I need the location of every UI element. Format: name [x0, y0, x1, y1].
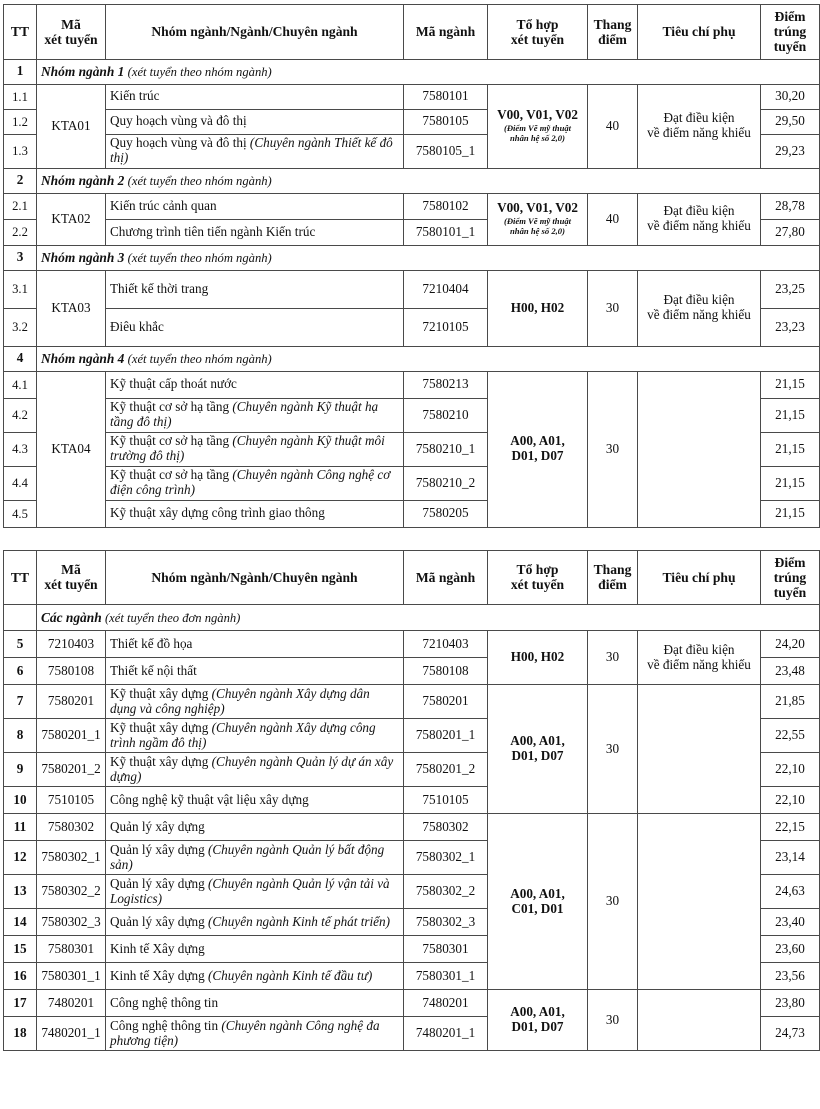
- row-tt: 3.1: [4, 270, 37, 308]
- row-tieu-chi-phu: [638, 990, 761, 1051]
- col-header-tieu-chi-phu: Tiêu chí phụ: [638, 550, 761, 605]
- row-diem-trung-tuyen: 24,63: [761, 875, 820, 909]
- col-header-thang-diem: [588, 550, 638, 605]
- row-ma-xet-tuyen: KTA02: [37, 193, 106, 245]
- row-ma-xet-tuyen: 7510105: [37, 787, 106, 814]
- row-ma-xet-tuyen: KTA01: [37, 84, 106, 168]
- row-ma-nganh: 7210403: [404, 631, 488, 658]
- group-note: (xét tuyển theo nhóm ngành): [127, 173, 272, 188]
- row-ma-nganh: 7510105: [404, 787, 488, 814]
- row-tt: 6: [4, 658, 37, 685]
- tieu-chi-line2: về điểm năng khiếu: [647, 307, 751, 323]
- col-header-nhom-nganh: Nhóm ngành/Ngành/Chuyên ngành: [106, 550, 404, 605]
- nganh-name: Kỹ thuật cơ sở hạ tầng: [110, 467, 230, 483]
- row-thang-diem: 30: [588, 990, 638, 1051]
- nganh-spec: (Chuyên ngành Công nghệ cơ điện công trình): [110, 467, 391, 498]
- row-nganh: [106, 308, 404, 346]
- row-tt: 13: [4, 875, 37, 909]
- nganh-spec: (Chuyên ngành Xây dựng công trình ngầm đô thị): [110, 719, 376, 750]
- nganh-spec: (Chuyên ngành Kỹ thuật hạ tầng đô thị): [110, 399, 379, 430]
- row-ma-nganh: 7580302_2: [404, 875, 488, 909]
- row-ma-xet-tuyen: KTA03: [37, 270, 106, 346]
- row-nganh: [106, 990, 404, 1017]
- col-header-diem-line3: tuyển: [773, 39, 807, 55]
- row-ma-xet-tuyen: 7580301_1: [37, 963, 106, 990]
- group-title-cell: [37, 346, 820, 371]
- to-hop-value: H00, H02: [510, 299, 565, 315]
- col-header-ma-nganh: Mã ngành: [404, 5, 488, 60]
- row-diem-trung-tuyen: 21,15: [761, 371, 820, 398]
- row-diem-trung-tuyen: 23,40: [761, 909, 820, 936]
- row-thang-diem: 30: [588, 631, 638, 685]
- col-header-thang-diem-line2: điểm: [598, 31, 627, 47]
- row-nganh: [106, 270, 404, 308]
- nganh-name: Kinh tế Xây dựng: [110, 940, 205, 956]
- table-separator-gap: [2, 528, 818, 550]
- row-nganh: [106, 398, 404, 432]
- row-ma-nganh: 7580105_1: [404, 134, 488, 168]
- col-header-diem-line1: Điểm: [774, 554, 806, 570]
- col-header-tieu-chi-phu: Tiêu chí phụ: [638, 5, 761, 60]
- row-ma-xet-tuyen: 7480201_1: [37, 1017, 106, 1051]
- to-hop-value: V00, V01, V02: [497, 107, 578, 123]
- row-ma-xet-tuyen: 7210403: [37, 631, 106, 658]
- row-thang-diem: 40: [588, 193, 638, 245]
- row-ma-nganh: 7580108: [404, 658, 488, 685]
- col-header-diem-trung-tuyen: [761, 550, 820, 605]
- col-header-ma-xet-tuyen-line2: xét tuyển: [44, 577, 98, 593]
- nganh-name: Công nghệ kỹ thuật vật liệu xây dựng: [110, 791, 309, 807]
- score-table-single-majors: [3, 550, 820, 1052]
- row-nganh: [106, 841, 404, 875]
- row-nganh: [106, 193, 404, 219]
- row-ma-nganh: 7580210_1: [404, 432, 488, 466]
- to-hop-value: V00, V01, V02: [497, 200, 578, 216]
- row-ma-nganh: 7580301_1: [404, 963, 488, 990]
- group-header-row: [4, 168, 820, 193]
- tieu-chi-line2: về điểm năng khiếu: [647, 125, 751, 141]
- table1-header: [4, 5, 820, 60]
- group-title-cell: [37, 245, 820, 270]
- row-ma-xet-tuyen: 7580301: [37, 936, 106, 963]
- group-note: (xét tuyển theo nhóm ngành): [127, 64, 272, 79]
- row-diem-trung-tuyen: 21,15: [761, 432, 820, 466]
- row-to-hop: [488, 270, 588, 346]
- nganh-name: Kiến trúc: [110, 88, 160, 104]
- row-nganh: [106, 719, 404, 753]
- nganh-spec: (Chuyên ngành Công nghệ đa phương tiện): [110, 1017, 380, 1048]
- row-nganh: [106, 84, 404, 109]
- col-header-ma-xet-tuyen-line1: Mã: [61, 562, 81, 578]
- row-thang-diem: 30: [588, 371, 638, 527]
- row-nganh: [106, 371, 404, 398]
- table-row: [4, 84, 820, 109]
- nganh-spec: (Chuyên ngành Quản lý bất động sản): [110, 841, 385, 872]
- row-ma-xet-tuyen: 7580108: [37, 658, 106, 685]
- col-header-to-hop-line1: Tổ hợp: [516, 16, 559, 32]
- col-header-diem-trung-tuyen: [761, 5, 820, 60]
- row-diem-trung-tuyen: 22,10: [761, 787, 820, 814]
- row-ma-nganh: 7580201: [404, 685, 488, 719]
- to-hop-line1: H00, H02: [510, 649, 565, 665]
- row-diem-trung-tuyen: 21,15: [761, 466, 820, 500]
- row-tt: 8: [4, 719, 37, 753]
- col-header-to-hop-line1: Tổ hợp: [516, 562, 559, 578]
- row-ma-nganh: 7580201_1: [404, 719, 488, 753]
- to-hop-line1: A00, A01,: [510, 1004, 565, 1020]
- row-ma-nganh: 7580210_2: [404, 466, 488, 500]
- score-table-groups: [3, 4, 820, 528]
- to-hop-line1: A00, A01,: [510, 733, 565, 749]
- to-hop-note: (Điểm Vẽ mỹ thuật nhân hệ số 2,0): [503, 123, 572, 144]
- nganh-name: Kỹ thuật cấp thoát nước: [110, 376, 237, 392]
- nganh-name: Quy hoạch vùng và đô thị: [110, 135, 247, 151]
- row-tt: 9: [4, 753, 37, 787]
- row-to-hop: [488, 685, 588, 814]
- row-nganh: [106, 134, 404, 168]
- row-tt: 4.5: [4, 500, 37, 527]
- group-note: (xét tuyển theo nhóm ngành): [127, 250, 272, 265]
- row-to-hop: [488, 631, 588, 685]
- table-row: [4, 193, 820, 219]
- row-nganh: [106, 500, 404, 527]
- row-diem-trung-tuyen: 23,48: [761, 658, 820, 685]
- row-diem-trung-tuyen: 24,73: [761, 1017, 820, 1051]
- nganh-name: Quản lý xây dựng: [110, 913, 205, 929]
- row-ma-nganh: 7580213: [404, 371, 488, 398]
- row-nganh: [106, 658, 404, 685]
- nganh-name: Công nghệ thông tin: [110, 994, 219, 1010]
- row-tt: 2.2: [4, 219, 37, 245]
- tieu-chi-line1: Đạt điều kiện: [663, 641, 735, 657]
- nganh-name: Kỹ thuật cơ sở hạ tầng: [110, 433, 230, 449]
- row-tt: 4.3: [4, 432, 37, 466]
- row-tieu-chi-phu: [638, 371, 761, 527]
- nganh-spec: (Chuyên ngành Kinh tế phát triển): [207, 913, 391, 929]
- row-diem-trung-tuyen: 22,15: [761, 814, 820, 841]
- row-to-hop: [488, 990, 588, 1051]
- nganh-name: Kỹ thuật xây dựng: [110, 719, 209, 735]
- row-diem-trung-tuyen: 22,10: [761, 753, 820, 787]
- row-ma-nganh: 7580105: [404, 109, 488, 134]
- row-nganh: [106, 109, 404, 134]
- nganh-name: Kỹ thuật xây dựng: [110, 685, 209, 701]
- nganh-spec: (Chuyên ngành Kỹ thuật môi trường đô thị): [110, 433, 385, 464]
- table2-header: [4, 550, 820, 605]
- col-header-ma-nganh: Mã ngành: [404, 550, 488, 605]
- nganh-name: Chương trình tiên tiến ngành Kiến trúc: [110, 223, 316, 239]
- col-header-ma-xet-tuyen: [37, 5, 106, 60]
- row-ma-nganh: 7580302: [404, 814, 488, 841]
- nganh-name: Kỹ thuật xây dựng công trình giao thông: [110, 505, 325, 521]
- nganh-name: Kinh tế Xây dựng: [110, 967, 205, 983]
- row-nganh: [106, 814, 404, 841]
- tieu-chi-line2: về điểm năng khiếu: [647, 218, 751, 234]
- row-thang-diem: 30: [588, 814, 638, 990]
- row-diem-trung-tuyen: 23,60: [761, 936, 820, 963]
- row-tieu-chi-phu: [638, 814, 761, 990]
- to-hop-line2: D01, D07: [511, 448, 564, 464]
- row-ma-xet-tuyen: 7580302_1: [37, 841, 106, 875]
- nganh-name: Công nghệ thông tin: [110, 1017, 219, 1033]
- table-header-row: [4, 550, 820, 605]
- row-ma-nganh: 7210404: [404, 270, 488, 308]
- row-tt: 16: [4, 963, 37, 990]
- col-header-tt: TT: [4, 550, 37, 605]
- row-nganh: [106, 787, 404, 814]
- row-ma-nganh: 7210105: [404, 308, 488, 346]
- row-tt: 2.1: [4, 193, 37, 219]
- nganh-spec: (Chuyên ngành Thiết kế đô thị): [110, 135, 393, 166]
- row-diem-trung-tuyen: 27,80: [761, 219, 820, 245]
- col-header-thang-diem: [588, 5, 638, 60]
- row-ma-xet-tuyen: 7580201: [37, 685, 106, 719]
- row-nganh: [106, 1017, 404, 1051]
- col-header-to-hop: [488, 550, 588, 605]
- section-title-cell: [37, 605, 820, 631]
- group-name: Nhóm ngành 2: [41, 172, 125, 188]
- row-ma-xet-tuyen: 7580302_2: [37, 875, 106, 909]
- row-diem-trung-tuyen: 23,23: [761, 308, 820, 346]
- section-header-row: [4, 605, 820, 631]
- nganh-name: Quy hoạch vùng và đô thị: [110, 113, 247, 129]
- row-ma-nganh: 7580302_1: [404, 841, 488, 875]
- nganh-name: Kỹ thuật cơ sở hạ tầng: [110, 399, 230, 415]
- row-ma-xet-tuyen: 7580302_3: [37, 909, 106, 936]
- row-diem-trung-tuyen: 30,20: [761, 84, 820, 109]
- to-hop-line2: C01, D01: [511, 900, 564, 916]
- row-diem-trung-tuyen: 21,85: [761, 685, 820, 719]
- row-ma-xet-tuyen: 7580201_1: [37, 719, 106, 753]
- row-tt: 1.3: [4, 134, 37, 168]
- nganh-name: Kiến trúc cảnh quan: [110, 197, 217, 213]
- row-diem-trung-tuyen: 29,23: [761, 134, 820, 168]
- row-ma-nganh: 7580301: [404, 936, 488, 963]
- to-hop-line1: A00, A01,: [510, 433, 565, 449]
- row-thang-diem: 30: [588, 685, 638, 814]
- nganh-spec: (Chuyên ngành Kinh tế đầu tư): [207, 967, 373, 983]
- nganh-name: Quản lý xây dựng: [110, 818, 205, 834]
- nganh-name: Thiết kế nội thất: [110, 662, 197, 678]
- section-tt: [4, 605, 37, 631]
- group-note: (xét tuyển theo nhóm ngành): [127, 351, 272, 366]
- nganh-name: Quản lý xây dựng: [110, 841, 205, 857]
- section-note: (xét tuyển theo đơn ngành): [104, 610, 241, 625]
- group-tt: 1: [4, 59, 37, 84]
- nganh-spec: (Chuyên ngành Quản lý dự án xây dựng): [110, 753, 394, 784]
- group-header-row: [4, 245, 820, 270]
- row-ma-nganh: 7580101_1: [404, 219, 488, 245]
- row-ma-xet-tuyen: 7580201_2: [37, 753, 106, 787]
- row-ma-xet-tuyen: KTA04: [37, 371, 106, 527]
- row-tt: 11: [4, 814, 37, 841]
- table-row: [4, 990, 820, 1017]
- tieu-chi-line1: Đạt điều kiện: [663, 110, 735, 126]
- row-to-hop: [488, 84, 588, 168]
- row-nganh: [106, 432, 404, 466]
- row-tieu-chi-phu: [638, 193, 761, 245]
- group-name: Nhóm ngành 4: [41, 350, 125, 366]
- row-to-hop: [488, 371, 588, 527]
- table-row: [4, 270, 820, 308]
- nganh-name: Điêu khắc: [110, 318, 164, 334]
- row-tt: 17: [4, 990, 37, 1017]
- row-nganh: [106, 753, 404, 787]
- nganh-name: Thiết kế đồ họa: [110, 635, 193, 651]
- col-header-to-hop-line2: xét tuyển: [510, 577, 565, 593]
- nganh-spec: (Chuyên ngành Quản lý vận tải và Logistics): [110, 875, 390, 906]
- row-tt: 12: [4, 841, 37, 875]
- table-row: [4, 814, 820, 841]
- group-title-cell: [37, 59, 820, 84]
- group-tt: 2: [4, 168, 37, 193]
- row-tt: 4.1: [4, 371, 37, 398]
- group-title-cell: [37, 168, 820, 193]
- row-tt: 18: [4, 1017, 37, 1051]
- col-header-thang-diem-line1: Thang: [593, 562, 632, 578]
- row-diem-trung-tuyen: 22,55: [761, 719, 820, 753]
- row-tt: 3.2: [4, 308, 37, 346]
- nganh-name: Kỹ thuật xây dựng: [110, 753, 209, 769]
- row-tt: 4.4: [4, 466, 37, 500]
- nganh-name: Thiết kế thời trang: [110, 280, 209, 296]
- col-header-diem-line1: Điểm: [774, 9, 806, 24]
- row-ma-nganh: 7580205: [404, 500, 488, 527]
- col-header-to-hop-line2: xét tuyển: [510, 31, 565, 47]
- row-tt: 4.2: [4, 398, 37, 432]
- row-diem-trung-tuyen: 23,14: [761, 841, 820, 875]
- col-header-to-hop: [488, 5, 588, 60]
- row-nganh: [106, 219, 404, 245]
- group-name: Nhóm ngành 1: [41, 63, 125, 79]
- row-nganh: [106, 963, 404, 990]
- col-header-thang-diem-line1: Thang: [593, 16, 632, 32]
- row-nganh: [106, 909, 404, 936]
- row-thang-diem: 40: [588, 84, 638, 168]
- col-header-ma-xet-tuyen-line2: xét tuyển: [44, 31, 98, 47]
- group-name: Nhóm ngành 3: [41, 249, 125, 265]
- row-to-hop: [488, 193, 588, 245]
- group-tt: 4: [4, 346, 37, 371]
- col-header-ma-xet-tuyen: [37, 550, 106, 605]
- to-hop-note: (Điểm Vẽ mỹ thuật nhân hệ số 2,0): [503, 216, 572, 237]
- row-nganh: [106, 685, 404, 719]
- table-row: [4, 371, 820, 398]
- row-ma-nganh: 7580101: [404, 84, 488, 109]
- group-header-row: [4, 59, 820, 84]
- col-header-nhom-nganh: Nhóm ngành/Ngành/Chuyên ngành: [106, 5, 404, 60]
- table2-body: [4, 605, 820, 1051]
- group-tt: 3: [4, 245, 37, 270]
- col-header-ma-xet-tuyen-line1: Mã: [61, 16, 81, 32]
- row-diem-trung-tuyen: 29,50: [761, 109, 820, 134]
- row-tt: 5: [4, 631, 37, 658]
- row-diem-trung-tuyen: 23,56: [761, 963, 820, 990]
- row-diem-trung-tuyen: 21,15: [761, 500, 820, 527]
- row-tt: 7: [4, 685, 37, 719]
- row-tt: 15: [4, 936, 37, 963]
- row-diem-trung-tuyen: 24,20: [761, 631, 820, 658]
- nganh-spec: (Chuyên ngành Xây dựng dân dụng và công nghiệp): [110, 685, 370, 716]
- col-header-tt: TT: [4, 5, 37, 60]
- table-header-row: [4, 5, 820, 60]
- col-header-diem-line3: tuyển: [773, 585, 807, 601]
- row-ma-nganh: 7580210: [404, 398, 488, 432]
- tieu-chi-line1: Đạt điều kiện: [663, 292, 735, 308]
- row-diem-trung-tuyen: 21,15: [761, 398, 820, 432]
- tieu-chi-line1: Đạt điều kiện: [663, 203, 735, 219]
- row-nganh: [106, 875, 404, 909]
- section-name: Các ngành: [41, 609, 102, 625]
- row-ma-xet-tuyen: 7480201: [37, 990, 106, 1017]
- row-ma-nganh: 7580201_2: [404, 753, 488, 787]
- table-row: [4, 685, 820, 719]
- row-thang-diem: 30: [588, 270, 638, 346]
- col-header-thang-diem-line2: điểm: [598, 577, 627, 593]
- row-tieu-chi-phu: [638, 685, 761, 814]
- row-tieu-chi-phu: [638, 270, 761, 346]
- row-tieu-chi-phu: [638, 631, 761, 685]
- row-tt: 14: [4, 909, 37, 936]
- row-ma-nganh: 7480201_1: [404, 1017, 488, 1051]
- row-to-hop: [488, 814, 588, 990]
- tieu-chi-line2: về điểm năng khiếu: [647, 656, 751, 672]
- row-tt: 1.2: [4, 109, 37, 134]
- col-header-diem-line2: trúng: [773, 24, 807, 40]
- table1-body: [4, 59, 820, 527]
- row-diem-trung-tuyen: 23,25: [761, 270, 820, 308]
- table-row: [4, 631, 820, 658]
- row-nganh: [106, 466, 404, 500]
- row-ma-nganh: 7480201: [404, 990, 488, 1017]
- to-hop-line2: D01, D07: [511, 748, 564, 764]
- to-hop-line1: A00, A01,: [510, 885, 565, 901]
- row-tt: 1.1: [4, 84, 37, 109]
- row-nganh: [106, 631, 404, 658]
- row-diem-trung-tuyen: 28,78: [761, 193, 820, 219]
- group-header-row: [4, 346, 820, 371]
- nganh-name: Quản lý xây dựng: [110, 875, 205, 891]
- row-tieu-chi-phu: [638, 84, 761, 168]
- row-tt: 10: [4, 787, 37, 814]
- col-header-diem-line2: trúng: [773, 569, 807, 585]
- row-nganh: [106, 936, 404, 963]
- row-ma-xet-tuyen: 7580302: [37, 814, 106, 841]
- row-ma-nganh: 7580302_3: [404, 909, 488, 936]
- row-diem-trung-tuyen: 23,80: [761, 990, 820, 1017]
- row-ma-nganh: 7580102: [404, 193, 488, 219]
- to-hop-line2: D01, D07: [511, 1019, 564, 1035]
